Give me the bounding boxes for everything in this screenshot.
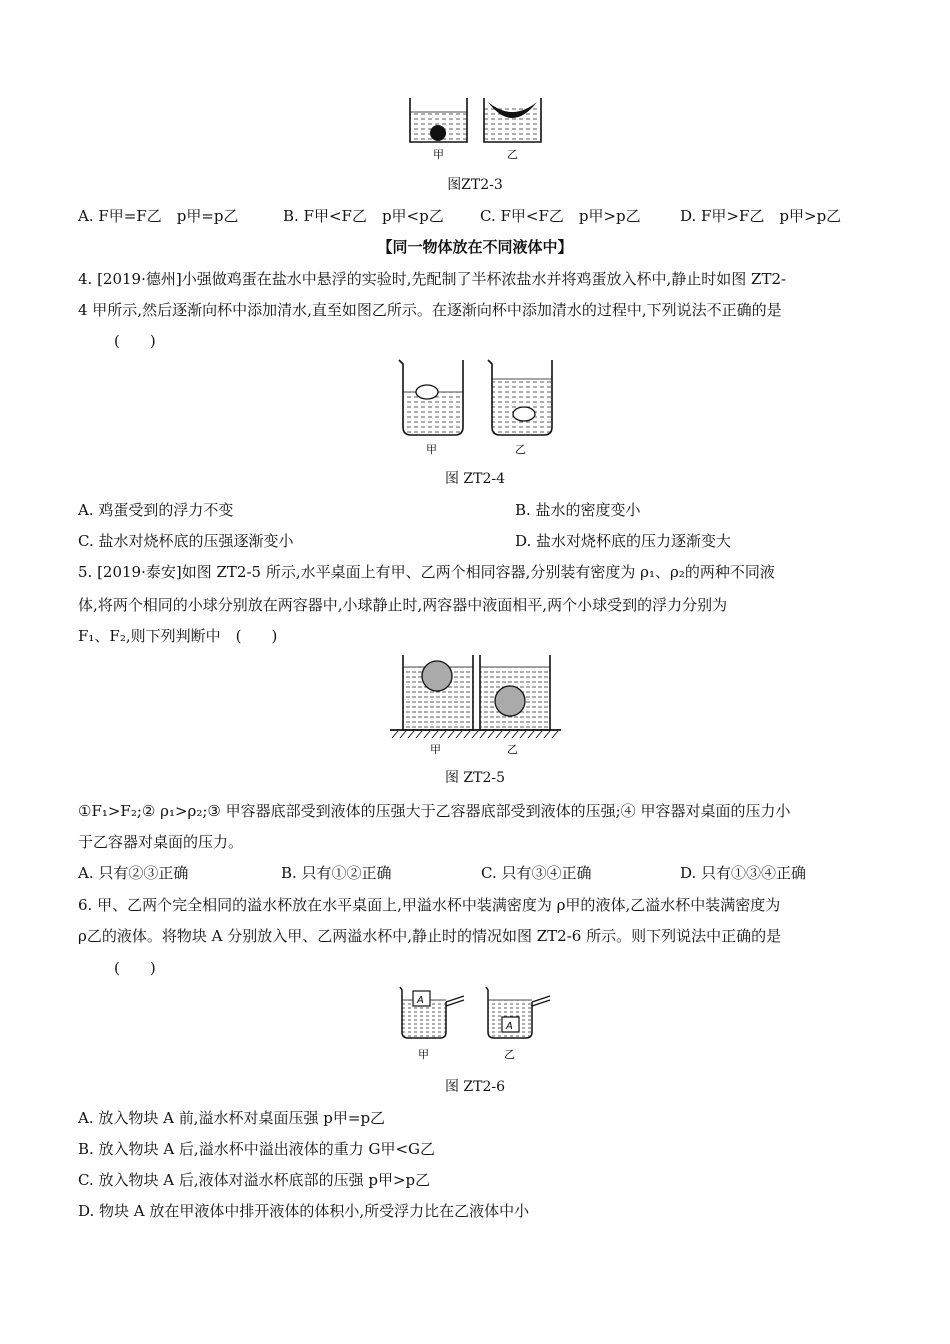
q5-option-b: B. 只有①②正确 (281, 864, 392, 882)
fig4-label-right: 乙 (515, 443, 526, 456)
q4-option-c: C. 盐水对烧杯底的压强逐渐变小 (78, 532, 294, 550)
fig4-label-left: 甲 (426, 443, 437, 456)
fig3-label-left: 甲 (433, 148, 444, 161)
ball-left (422, 661, 452, 691)
fig5-label-left: 甲 (430, 743, 441, 756)
q5-line3: F₁、F₂,则下列判断中 ( ) (78, 627, 278, 645)
q6-option-b: B. 放入物块 A 后,溢水杯中溢出液体的重力 G甲<G乙 (78, 1140, 435, 1158)
svg-text:A: A (506, 1021, 513, 1032)
fig6-caption: 图 ZT2-6 (444, 1079, 506, 1095)
section-heading: 【同一物体放在不同液体中】 (377, 238, 573, 256)
q5-option-d: D. 只有①③④正确 (680, 864, 807, 882)
q6-option-c: C. 放入物块 A 后,液体对溢水杯底部的压强 p甲>p乙 (78, 1171, 431, 1189)
sunken-ball (430, 125, 446, 141)
fig4-caption: 图 ZT2-4 (444, 471, 506, 487)
q3-option-c: C. F甲<F乙 p甲>p乙 (480, 207, 641, 225)
figure-zt2-4 (393, 355, 563, 460)
q6-line1: 6. 甲、乙两个完全相同的溢水杯放在水平桌面上,甲溢水杯中装满密度为 ρ甲的液体,乙溢水杯中装满密度为 (78, 896, 781, 914)
q3-option-a: A. F甲=F乙 p甲=p乙 (78, 207, 239, 225)
q6-option-a: A. 放入物块 A 前,溢水杯对桌面压强 p甲=p乙 (78, 1109, 386, 1127)
q5-option-c: C. 只有③④正确 (481, 864, 592, 882)
figure-zt2-5 (388, 650, 563, 758)
q6-option-d: D. 物块 A 放在甲液体中排开液体的体积小,所受浮力比在乙液体中小 (78, 1202, 530, 1220)
fig6-label-right: 乙 (504, 1048, 515, 1061)
fig5-caption: 图 ZT2-5 (444, 770, 506, 786)
fig3-label-right: 乙 (507, 148, 518, 161)
egg-right (513, 407, 535, 421)
q4-answer-blank: ( ) (114, 332, 156, 350)
q5-statement-line2: 于乙容器对桌面的压力。 (78, 833, 244, 851)
ball-right (495, 686, 525, 716)
q5-line2: 体,将两个相同的小球分别放在两容器中,小球静止时,两容器中液面相平,两个小球受到的浮力分别为 (78, 596, 728, 614)
q5-line1: 5. [2019·泰安]如图 ZT2-5 所示,水平桌面上有甲、乙两个相同容器,分别装有密度为 ρ₁、ρ₂的两种不同液 (78, 563, 775, 581)
q4-option-a: A. 鸡蛋受到的浮力不变 (78, 501, 234, 519)
figure-zt2-3 (400, 92, 550, 164)
q4-option-d: D. 盐水对烧杯底的压力逐渐变大 (515, 532, 732, 550)
q5-statement-line1: ①F₁>F₂;② ρ₁>ρ₂;③ 甲容器底部受到液体的压强大于乙容器底部受到液体的压强;④ 甲容器对桌面的压力小 (78, 802, 791, 820)
fig5-label-right: 乙 (507, 743, 518, 756)
fig6-label-left: 甲 (418, 1048, 429, 1061)
q6-answer-blank: ( ) (114, 959, 156, 977)
egg-left (416, 385, 438, 399)
q3-option-b: B. F甲<F乙 p甲<p乙 (283, 207, 444, 225)
q6-line2: ρ乙的液体。将物块 A 分别放入甲、乙两溢水杯中,静止时的情况如图 ZT2-6 所示。则下列说法中正确的是 (78, 927, 782, 945)
figure-zt2-6 (396, 982, 566, 1067)
q4-line1: 4. [2019·德州]小强做鸡蛋在盐水中悬浮的实验时,先配制了半杯浓盐水并将鸡蛋放入杯中,静止时如图 ZT2- (78, 270, 787, 288)
fig3-caption: 图ZT2-3 (447, 177, 503, 193)
q5-option-a: A. 只有②③正确 (78, 864, 189, 882)
q3-option-d: D. F甲>F乙 p甲>p乙 (680, 207, 842, 225)
q4-line2: 4 甲所示,然后逐渐向杯中添加清水,直至如图乙所示。在逐渐向杯中添加清水的过程中,下列说法不正确的是 (78, 301, 782, 319)
q4-option-b: B. 盐水的密度变小 (515, 501, 641, 519)
svg-text:A: A (417, 995, 424, 1006)
